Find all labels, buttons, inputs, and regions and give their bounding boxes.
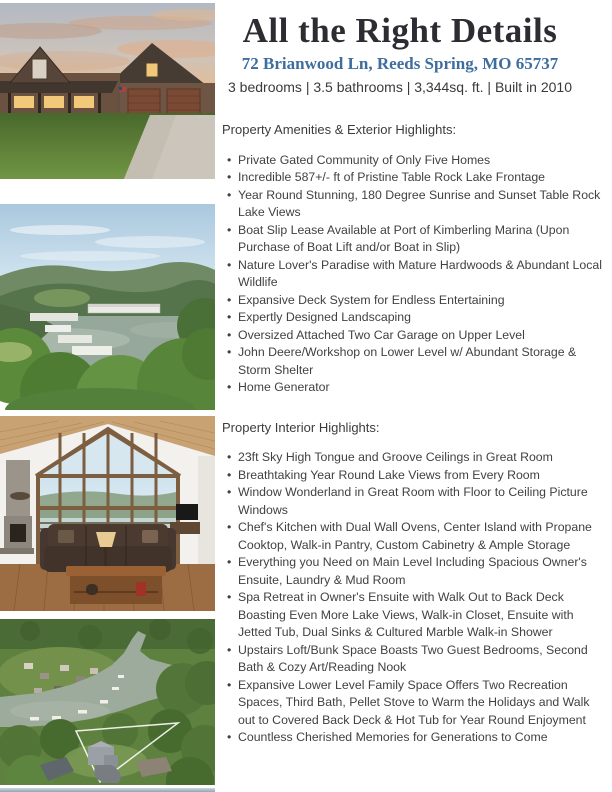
great-room-illustration [0,416,215,611]
bullet-item: • Nature Lover's Paradise with Mature Hardwoods & Abundant Local Wildlife [222,257,606,292]
bullet-item: • Oversized Attached Two Car Garage on Upper Level [222,327,606,345]
bullet-item: • Chef's Kitchen with Dual Wall Ovens, Center Island with Propane Cooktop, Walk-in Pantry, Custom Cabinetry & Ample Storage [222,519,606,554]
property-address: 72 Brianwood Ln, Reeds Spring, MO 65737 [241,54,559,73]
exterior-dusk-photo [0,3,215,179]
lake-marina-illustration [0,204,215,410]
exterior-bullet-list [222,152,606,397]
bullet-item: • Window Wonderland in Great Room with Floor to Ceiling Picture Windows [222,484,606,519]
bullet-item: • Expansive Deck System for Endless Entertaining [222,292,606,310]
bullet-item: • Expansive Lower Level Family Space Offers Two Recreation Spaces, Third Bath, Pellet Stove to Warm the Holidays and Walk out to Covered Back Deck & Hot Tub for Year Round Enjoyment [222,677,606,730]
section-exterior-highlights [222,121,606,397]
bullet-item: • 23ft Sky High Tongue and Groove Ceilings in Great Room [222,449,606,467]
lake-marina-photo [0,204,215,410]
bullet-item: • Spa Retreat in Owner's Ensuite with Walk Out to Back Deck Boasting Even More Lake Views, Walk-in Closet, Ensuite with Jetted Tub, Dual Sinks & Cultured Marble Walk-in Shower [222,589,606,642]
bullet-item: • Countless Cherished Memories for Generations to Come [222,729,606,747]
bullet-item: • Expertly Designed Landscaping [222,309,606,327]
bullet-item: • Boat Slip Lease Available at Port of Kimberling Marina (Upon Purchase of Boat Lift and/or Boat in Slip) [222,222,606,257]
interior-section-heading: Property Interior Highlights: [222,419,380,435]
bullet-item: • John Deere/Workshop on Lower Level w/ Abundant Storage & Storm Shelter [222,344,606,379]
great-room-photo [0,416,215,611]
aerial-lake-photo [0,619,215,785]
partial-photo-strip [0,788,215,792]
aerial-lake-illustration [0,619,215,785]
bullet-item: • Private Gated Community of Only Five Homes [222,152,606,170]
bullet-item: • Year Round Stunning, 180 Degree Sunrise and Sunset Table Rock Lake Views [222,187,606,222]
section-interior-highlights [222,419,606,747]
bullet-item: • Upstairs Loft/Bunk Space Boasts Two Guest Bedrooms, Second Bath & Cozy Art/Reading Nook [222,642,606,677]
bullet-item: • Incredible 587+/- ft of Pristine Table Rock Lake Frontage [222,169,606,187]
listing-header [195,10,605,97]
highlights-content [222,121,606,747]
exterior-dusk-illustration [0,3,215,179]
bullet-item: • Home Generator [222,379,606,397]
bullet-item: • Breathtaking Year Round Lake Views from Every Room [222,467,606,485]
exterior-section-heading: Property Amenities & Exterior Highlights: [222,122,457,137]
property-stats: 3 bedrooms | 3.5 bathrooms | 3,344sq. ft. | Built in 2010 [228,79,572,95]
interior-bullet-list [222,449,606,747]
bullet-item: • Everything you Need on Main Level Including Spacious Owner's Ensuite, Laundry & Mud Room [222,554,606,589]
page-title: All the Right Details [242,11,558,50]
